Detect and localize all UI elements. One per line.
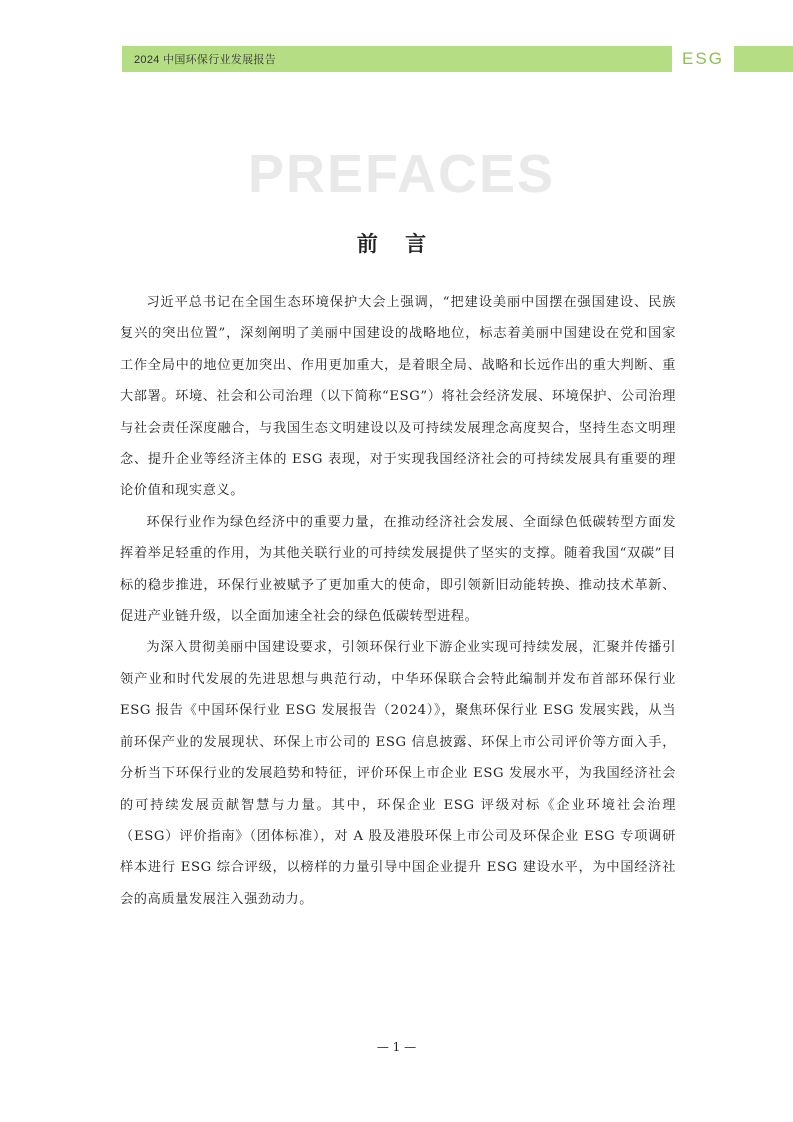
- preface-body: [120, 287, 676, 915]
- paragraph-3: 为深入贯彻美丽中国建设要求，引领环保行业下游企业实现可持续发展，汇聚并传播引领产业和时代发展的先进思想与典范行动，中华环保联合会特此编制并发布首部环保行业 ESG 报告《中国环保行业 ESG 发展报告（2024）》，聚焦环保行业 ESG 发展实践，从当前环保产业的发展现状、环保上市公司的 ESG 信息披露、环保上市公司评价等方面入手，分析当下环保行业的发展趋势和特征，评价环保上市企业 ESG 发展水平，为我国经济社会的可持续发展贡献智慧与力量。其中，环保企业 ESG 评级对标《企业环境社会治理（ESG）评价指南》（团体标准），对 A 股及港股环保上市公司及环保企业 ESG 专项调研样本进行 ESG 综合评级，以榜样的力量引导中国企业提升 ESG 建设水平，为中国经济社会的高质量发展注入强劲动力。: [120, 640, 676, 907]
- page-title: 前 言: [356, 231, 437, 256]
- header-tail-bar: [734, 46, 793, 72]
- prefaces-watermark: PREFACES: [248, 144, 556, 204]
- paragraph-2: 环保行业作为绿色经济中的重要力量，在推动经济社会发展、全面绿色低碳转型方面发挥着举足轻重的作用，为其他关联行业的可持续发展提供了坚实的支撑。随着我国“双碳”目标的稳步推进，环保行业被赋予了更加重大的使命，即引领新旧动能转换、推动技术革新、促进产业链升级，以全面加速全社会的绿色低碳转型进程。: [120, 514, 676, 625]
- header-title: 2024 中国环保行业发展报告: [134, 54, 277, 66]
- paragraph-1: 习近平总书记在全国生态环境保护大会上强调，“把建设美丽中国摆在强国建设、民族复兴的突出位置”，深刻阐明了美丽中国建设的战略地位，标志着美丽中国建设在党和国家工作全局中的地位更加突出、作用更加重大，是着眼全局、战略和长远作出的重大判断、重大部署。环境、社会和公司治理（以下简称“ESG”）将社会经济发展、环境保护、公司治理与社会责任深度融合，与我国生态文明建设以及可持续发展理念高度契合，坚持生态文明理念、提升企业等经济主体的 ESG 表现，对于实现我国经济社会的可持续发展具有重要的理论价值和现实意义。: [120, 295, 676, 499]
- header-tag: ESG: [682, 49, 724, 68]
- page-number: — 1 —: [376, 1040, 417, 1054]
- header-bar: [122, 46, 672, 72]
